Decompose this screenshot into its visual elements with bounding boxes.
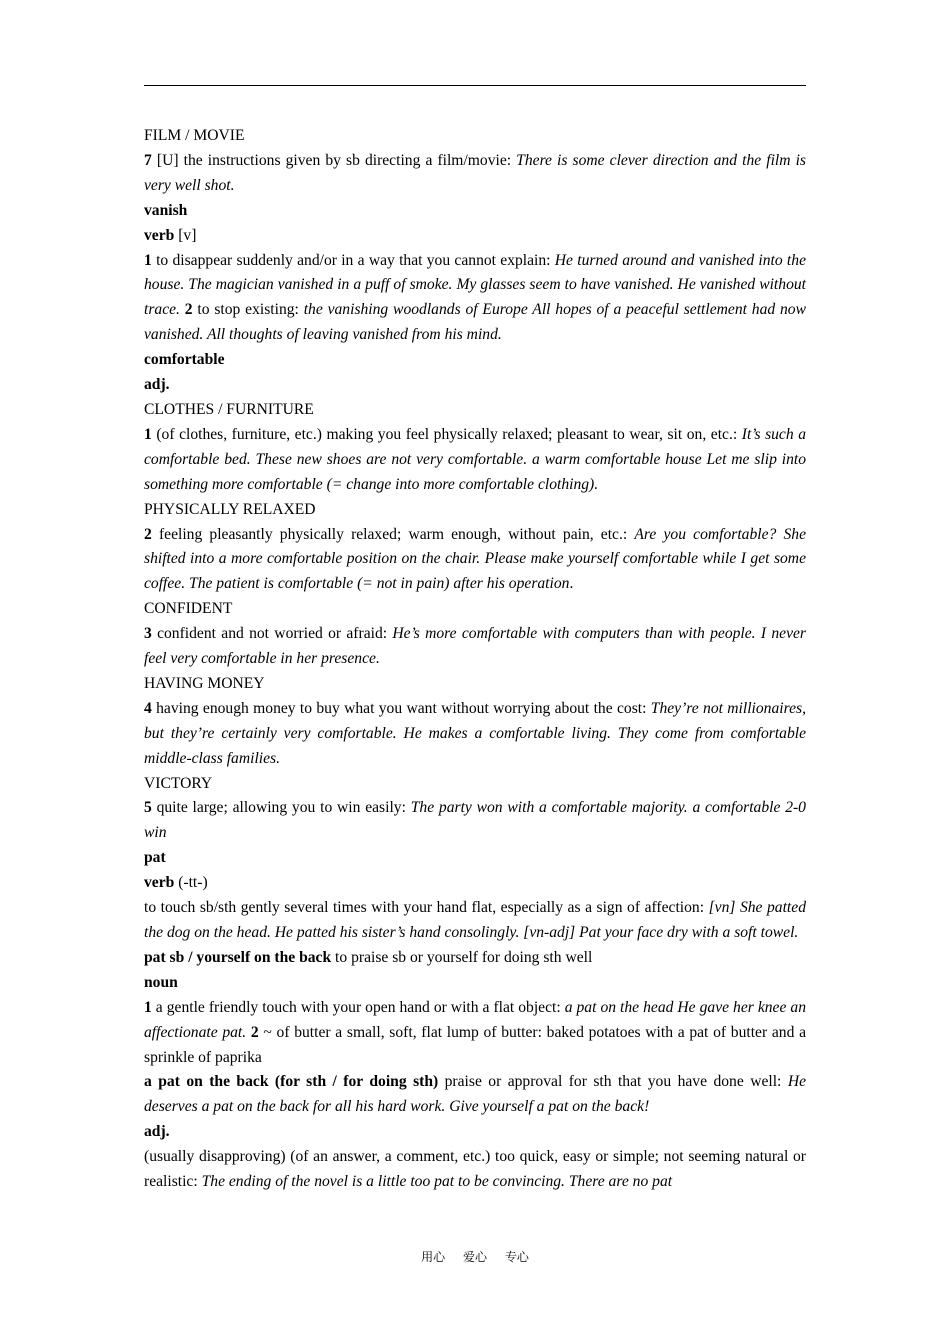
definition-text: to praise sb or yourself for doing sth well [331, 948, 593, 966]
section-heading: CLOTHES / FURNITURE [144, 400, 314, 418]
definition-text: a gentle friendly touch with your open hand or with a flat object: [151, 998, 565, 1016]
sense-number: 2 [250, 1023, 259, 1041]
example-text: He deserves a pat on the back for all his hard work. Give yourself a pat on the back! [144, 1073, 806, 1116]
grammar-pattern: [v] [174, 226, 197, 244]
footer-word: 专心 [504, 1250, 529, 1264]
definition-text: (usually disapproving) (of an answer, a comment, etc.) too quick, easy or simple; not seeming natural or realistic: [144, 1148, 806, 1191]
sense-number: 5 [144, 799, 152, 817]
part-of-speech: adj. [144, 1123, 170, 1141]
part-of-speech: noun [144, 973, 178, 991]
grammar-note: (-tt-) [174, 874, 208, 892]
definition-paragraph [144, 149, 806, 199]
example-text: He’s more comfortable with computers than with people. I never feel very comfortable in her presence. [144, 625, 806, 668]
definition-paragraph [144, 622, 806, 672]
section-heading: CONFIDENT [144, 600, 233, 618]
example-text: The ending of the novel is a little too pat to be convincing. There are no pat [201, 1173, 673, 1191]
section-heading: HAVING MONEY [144, 674, 265, 692]
sense-number: 2 [184, 301, 193, 319]
definition-text: to disappear suddenly and/or in a way that you cannot explain: [151, 251, 555, 269]
section-heading: VICTORY [144, 774, 213, 792]
definition-text: quite large; allowing you to win easily: [151, 799, 411, 817]
part-of-speech: adj. [144, 376, 170, 394]
header-rule [144, 85, 806, 86]
section-heading: PHYSICALLY RELAXED [144, 500, 316, 518]
punctuation: . [569, 575, 574, 593]
page-footer [0, 1248, 950, 1265]
part-of-speech: verb (-tt-) [144, 874, 208, 892]
sense-number: 3 [144, 625, 152, 643]
idiom: pat sb / yourself on the back [144, 948, 332, 966]
definition-text: feeling pleasantly physically relaxed; warm enough, without pain, etc.: [151, 525, 635, 543]
headword: comfortable [144, 351, 225, 369]
example-text: a pat on the head He gave her knee an affectionate pat. [144, 998, 807, 1041]
sense-number: 1 [144, 998, 152, 1016]
footer-word: 爱心 [462, 1250, 487, 1264]
idiom-paragraph [144, 1070, 806, 1120]
sense-number: 1 [144, 425, 152, 443]
definition-text: ~ of butter a small, soft, flat lump of butter: baked potatoes with a pat of butter and a sprinkle of paprika [144, 1023, 806, 1066]
definition-paragraph [144, 697, 806, 772]
idiom: a pat on the back (for sth / for doing sth) [144, 1073, 439, 1091]
definition-paragraph [144, 423, 806, 498]
definition-text: confident and not worried or afraid: [151, 625, 393, 643]
example-text: There is some clever direction and the film is very well shot. [144, 151, 806, 194]
definition-text: having enough money to buy what you want without worrying about the cost: [151, 699, 651, 717]
example-text: [vn] She patted the dog on the head. He patted his sister’s hand consolingly. [vn-adj] Pat your face dry with a soft towel. [144, 899, 806, 941]
example-text: They’re not millionaires, but they’re certainly very comfortable. He makes a comfortable living. They come from comfortable middle-class families. [144, 699, 806, 767]
sense-number: 4 [144, 699, 152, 717]
definition-paragraph [144, 249, 806, 349]
document-body [144, 124, 806, 1195]
section-heading: FILM / MOVIE [144, 127, 245, 144]
example-text: He turned around and vanished into the house. The magician vanished in a puff of smoke. My glasses seem to have vanished. He vanished without trace. [144, 251, 806, 319]
definition-paragraph [144, 796, 806, 846]
definition-text: to stop existing: [192, 301, 304, 319]
definition-paragraph [144, 1145, 806, 1195]
definition-text: [U] the instructions given by sb directing a film/movie: [151, 151, 517, 169]
definition-paragraph [144, 896, 806, 946]
headword: pat [144, 849, 166, 867]
example-text: It’s such a comfortable bed. These new shoes are not very comfortable. a warm comfortable house Let me slip into something more comfortable (= change into more comfortable clothing). [144, 425, 806, 493]
example-text: Are you comfortable? She shifted into a more comfortable position on the chair. Please make yourself comfortable while I get some coffee. The patient is comfortable (= not in pain) after his operation [144, 525, 806, 593]
definition-paragraph [144, 996, 806, 1071]
footer-word: 用心 [421, 1250, 446, 1264]
sense-number: 2 [144, 525, 152, 543]
definition-text: praise or approval for sth that you have done well: [438, 1073, 788, 1091]
sense-number: 1 [144, 251, 152, 269]
definition-text: to touch sb/sth gently several times with your hand flat, especially as a sign of affection: [144, 899, 709, 917]
sense-number: 7 [144, 151, 152, 169]
part-of-speech: verb [v] [144, 226, 197, 244]
definition-text: (of clothes, furniture, etc.) making you feel physically relaxed; pleasant to wear, sit on, etc.: [151, 425, 742, 443]
example-text: The party won with a comfortable majority. a comfortable 2-0 win [144, 799, 806, 842]
headword: vanish [144, 201, 188, 219]
idiom-paragraph [144, 946, 806, 971]
definition-paragraph [144, 523, 806, 598]
example-text: the vanishing woodlands of Europe All hopes of a peaceful settlement had now vanished. All thoughts of leaving vanished from his mind. [144, 301, 806, 344]
